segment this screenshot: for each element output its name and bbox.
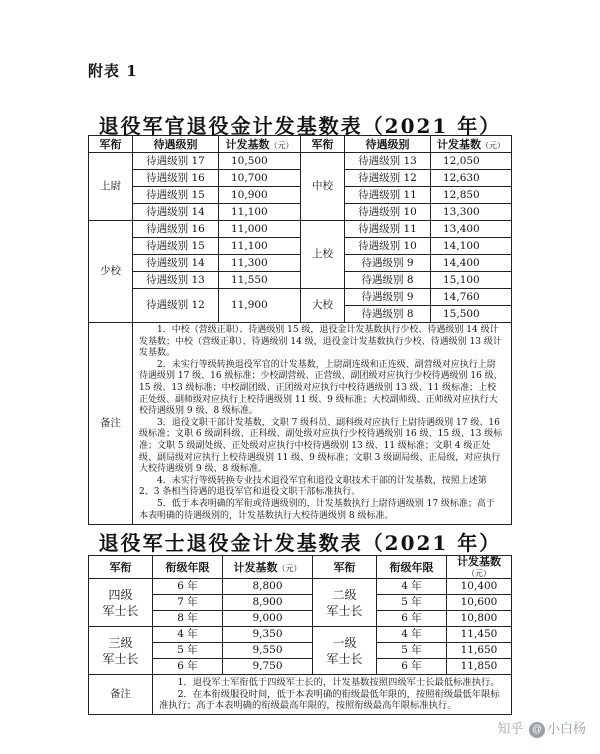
table-row — [89, 153, 512, 170]
col-header-rank: 军衔 — [89, 556, 153, 579]
value-cell: 8,900 — [223, 595, 313, 611]
value-cell: 10,700 — [219, 170, 301, 187]
note-item: 1．退役军士军衔低于四级军士长的，计发基数按照四级军士长最低标准执行。 — [177, 677, 500, 688]
value-cell: 11,850 — [447, 659, 512, 675]
years-cell: 8 年 — [153, 611, 223, 627]
col-header-base: 计发基数（元） — [223, 556, 313, 579]
grade-cell: 待遇级别 10 — [345, 204, 431, 221]
years-cell: 5 年 — [377, 643, 447, 659]
grade-cell: 待遇级别 9 — [345, 289, 431, 306]
value-cell: 8,800 — [223, 579, 313, 595]
attachment-label: 附表 1 — [88, 62, 138, 80]
value-cell: 9,550 — [223, 643, 313, 659]
rank-cell: 上校 — [301, 221, 345, 289]
years-cell: 6 年 — [377, 611, 447, 627]
col-header-rank: 军衔 — [89, 136, 133, 153]
value-cell: 11,100 — [219, 204, 301, 221]
grade-cell: 待遇级别 8 — [345, 306, 431, 323]
rank-cell: 一级 军士长 — [313, 627, 377, 675]
value-cell: 15,500 — [431, 306, 512, 323]
value-cell: 9,350 — [223, 627, 313, 643]
value-cell: 10,400 — [447, 579, 512, 595]
table-row — [89, 579, 512, 595]
note-item: 2．在本衔级服役时间，低于本表明确的衔级最低年限的，按照衔级最低年限标准执行；高于本表明确的衔级最高年限的，按照衔级最高年限标准执行。 — [159, 688, 500, 712]
table-row — [89, 238, 512, 255]
table-row — [89, 221, 512, 238]
value-cell: 12,050 — [431, 153, 512, 170]
col-header-base: 计发基数（元） — [431, 136, 512, 153]
officer-pension-table — [88, 135, 512, 525]
table-row — [89, 627, 512, 643]
grade-cell: 待遇级别 11 — [345, 221, 431, 238]
years-cell: 6 年 — [377, 659, 447, 675]
grade-cell: 待遇级别 14 — [133, 204, 219, 221]
table-row — [89, 272, 512, 289]
header-row — [89, 556, 512, 579]
notes-content — [133, 323, 512, 525]
rank-cell: 大校 — [301, 289, 345, 323]
rank-cell: 二级 军士长 — [313, 579, 377, 627]
value-cell: 9,750 — [223, 659, 313, 675]
grade-cell: 待遇级别 11 — [345, 187, 431, 204]
table-row — [89, 255, 512, 272]
grade-cell: 待遇级别 15 — [133, 238, 219, 255]
rank-cell: 少校 — [89, 221, 133, 323]
col-header-rank: 军衔 — [301, 136, 345, 153]
notes-label: 备注 — [89, 675, 153, 715]
years-cell: 6 年 — [153, 659, 223, 675]
col-header-grade: 待遇级别 — [345, 136, 431, 153]
value-cell: 11,100 — [219, 238, 301, 255]
grade-cell: 待遇级别 16 — [133, 170, 219, 187]
notes-row — [89, 323, 512, 525]
notes-content — [153, 675, 512, 715]
grade-cell: 待遇级别 12 — [133, 289, 219, 323]
grade-cell: 待遇级别 12 — [345, 170, 431, 187]
col-header-grade: 待遇级别 — [133, 136, 219, 153]
rank-cell: 三级 军士长 — [89, 627, 153, 675]
grade-cell: 待遇级别 16 — [133, 221, 219, 238]
rank-cell: 中校 — [301, 153, 345, 221]
grade-cell: 待遇级别 17 — [133, 153, 219, 170]
table-row — [89, 170, 512, 187]
table-row — [89, 611, 512, 627]
header-row — [89, 136, 512, 153]
col-header-years: 衔级年限 — [377, 556, 447, 579]
note-item: 4．未实行等级转换专业技术退役军官和退役文职技术干部的计发基数，按照上述第 2、3 条相当待遇的退役军官和退役文职干部标准执行。 — [139, 475, 487, 498]
value-cell: 15,100 — [431, 272, 512, 289]
nco-pension-table — [88, 555, 512, 715]
grade-cell: 待遇级别 13 — [345, 153, 431, 170]
grade-cell: 待遇级别 14 — [133, 255, 219, 272]
note-item: 1．中校（营级正职）、待遇级别 15 级，退役金计发基数执行少校、待遇级别 14 级计发基数；中校（营级正职）、待遇级别 14 级，退役金计发基数执行少校、待遇级别 13 级计发基数。 — [139, 325, 502, 359]
note-item: 5．低于本表明确的军衔或待遇级别的，计发基数执行上尉待遇级别 17 级标准；高于本表明确的待遇级别的，计发基数执行大校待遇级别 8 级标准。 — [139, 498, 495, 521]
value-cell: 11,450 — [447, 627, 512, 643]
officer-table-title: 退役军官退役金计发基数表（2021 年） — [98, 114, 502, 138]
zhihu-watermark: 知乎 @ 小白杨 — [497, 721, 586, 737]
table-row — [89, 187, 512, 204]
table-row — [89, 659, 512, 675]
rank-cell: 四级 军士长 — [89, 579, 153, 627]
value-cell: 10,600 — [447, 595, 512, 611]
note-item: 2．未实行等级转换退役军官的计发基数，上尉副连级和正连级、副营级对应执行上尉待遇级别 17 级、16 级标准；少校副营级、正营级、副团级对应执行少校待遇级别 16 级、15 级、13 级标准；中校副团级、正团级对应执行中校待遇级别 13 级、11 级标准；上校正处级、副师级对应执行上校待遇级别 11 级、9 级标准；大校副师级、正师级对应执行大校待遇级别 9 级、8 级标准。 — [139, 359, 503, 417]
years-cell: 7 年 — [153, 595, 223, 611]
years-cell: 6 年 — [153, 579, 223, 595]
years-cell: 4 年 — [153, 627, 223, 643]
table-row — [89, 204, 512, 221]
value-cell: 14,760 — [431, 289, 512, 306]
grade-cell: 待遇级别 9 — [345, 255, 431, 272]
col-header-years: 衔级年限 — [153, 556, 223, 579]
value-cell: 11,000 — [219, 221, 301, 238]
value-cell: 13,400 — [431, 221, 512, 238]
nco-table-title: 退役军士退役金计发基数表（2021 年） — [98, 531, 502, 555]
value-cell: 11,650 — [447, 643, 512, 659]
value-cell: 12,630 — [431, 170, 512, 187]
value-cell: 10,900 — [219, 187, 301, 204]
value-cell: 11,300 — [219, 255, 301, 272]
grade-cell: 待遇级别 10 — [345, 238, 431, 255]
years-cell: 4 年 — [377, 627, 447, 643]
value-cell: 10,800 — [447, 611, 512, 627]
table-row — [89, 595, 512, 611]
table-row — [89, 643, 512, 659]
notes-label: 备注 — [89, 323, 133, 525]
value-cell: 11,900 — [219, 289, 301, 323]
notes-row — [89, 675, 512, 715]
grade-cell: 待遇级别 13 — [133, 272, 219, 289]
grade-cell: 待遇级别 8 — [345, 272, 431, 289]
value-cell: 9,000 — [223, 611, 313, 627]
years-cell: 5 年 — [377, 595, 447, 611]
years-cell: 4 年 — [377, 579, 447, 595]
col-header-base: 计发基数（元） — [447, 556, 512, 579]
value-cell: 12,850 — [431, 187, 512, 204]
note-item: 3．退役文职干部计发基数，文职 7 级科员、副科级对应执行上尉待遇级别 17 级、16 级标准；文职 6 级副科级、正科级、副处级对应执行少校待遇级别 16 级、15 级、13 级标准；文职 5 级副处级、正处级对应执行中校待遇级别 13 级、11 级标准；文职 4 级正处级、副局级对应执行上校待遇级别 11 级、9 级标准；文职 3 级副局级、正局级，对应执行大校待遇级别 9 级、8 级标准。 — [139, 417, 503, 475]
value-cell: 14,100 — [431, 238, 512, 255]
at-icon: @ — [529, 722, 545, 738]
col-header-rank: 军衔 — [313, 556, 377, 579]
years-cell: 5 年 — [153, 643, 223, 659]
rank-cell: 上尉 — [89, 153, 133, 221]
grade-cell: 待遇级别 15 — [133, 187, 219, 204]
col-header-base: 计发基数（元） — [219, 136, 301, 153]
value-cell: 11,550 — [219, 272, 301, 289]
value-cell: 13,300 — [431, 204, 512, 221]
value-cell: 14,400 — [431, 255, 512, 272]
table-row — [89, 289, 512, 306]
value-cell: 10,500 — [219, 153, 301, 170]
